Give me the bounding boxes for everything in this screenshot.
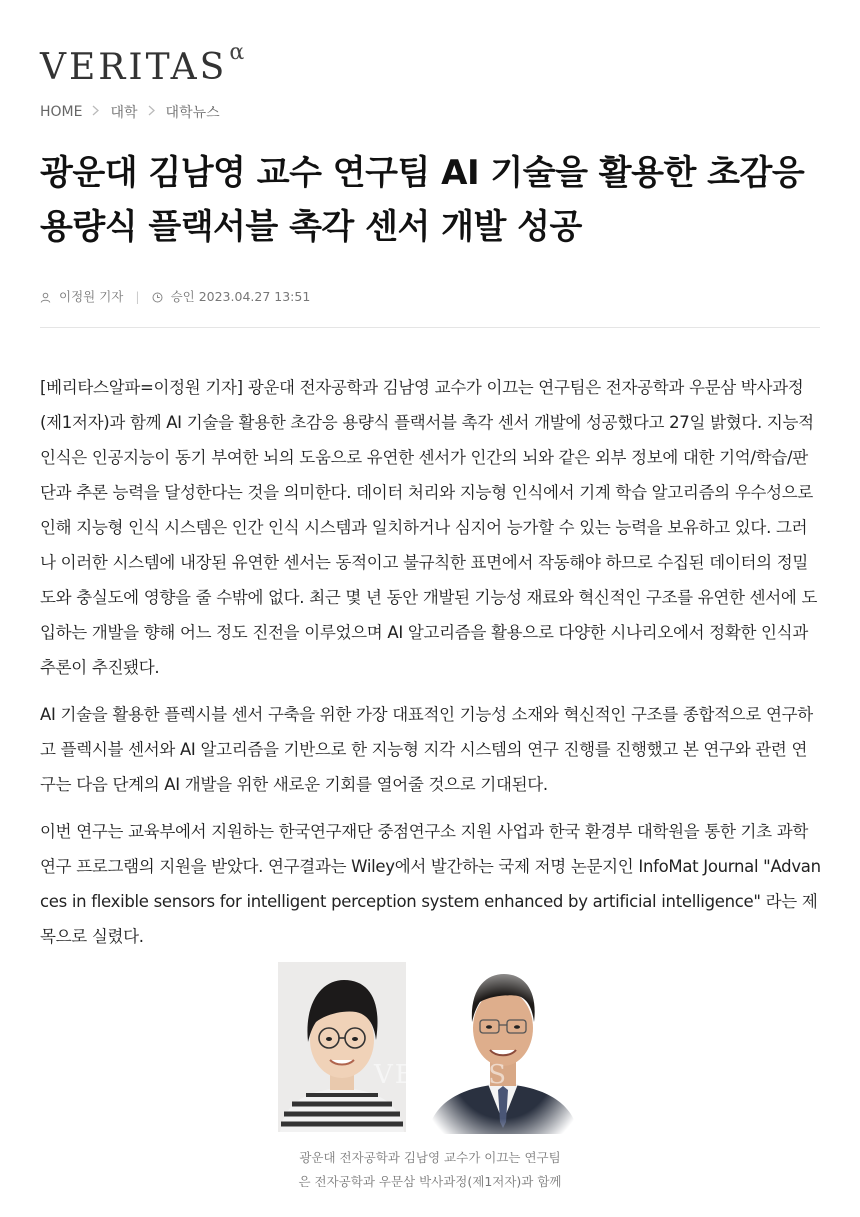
breadcrumb	[40, 102, 220, 122]
article-paragraph-2: AI 기술을 활용한 플렉시블 센서 구축을 위한 가장 대표적인 기능성 소재와 혁신적인 구조를 종합적으로 연구하고 플렉시블 센서와 AI 알고리즘을 기반으로 한 지능형 지각 시스템의 연구 진행를 진행했고 본 연구와 관련 연구는 다음 단계의 AI 개발을 위한 새로운 기회를 열어줄 것으로 기대된다.	[40, 705, 813, 794]
logo-alpha: α	[229, 40, 248, 65]
person-icon	[40, 291, 51, 302]
breadcrumb-category[interactable]: 대학	[110, 105, 138, 121]
photo-researcher-student	[278, 962, 406, 1132]
photo-professor	[428, 962, 578, 1134]
approved-date: 승인 2023.04.27 13:51	[170, 289, 311, 304]
photo-caption	[270, 1146, 590, 1194]
header-divider	[40, 327, 820, 328]
article-paragraph-1: [베리타스알파=이정원 기자] 광운대 전자공학과 김남영 교수가 이끄는 연구팀은 전자공학과 우문삼 박사과정(제1저자)과 함께 AI 기술을 활용한 초감응 용량식 플랙서블 촉각 센서 개발에 성공했다고 27일 밝혔다. 지능적 인식은 인공지능이 동기 부여한 뇌의 도움으로 유연한 센서가 인간의 뇌와 같은 외부 정보에 대한 기억/학습/판단과 추론 능력을 달성한다는 것을 의미한다. 데이터 처리와 지능형 인식에서 기계 학습 알고리즘의 우수성으로 인해 지능형 인식 시스템은 인간 인식 시스템과 일치하거나 심지어 능가할 수 있는 능력을 보유하고 있다. 그러나 이러한 시스템에 내장된 유연한 센서는 동적이고 불규칙한 표면에서 작동해야 하므로 수집된 데이터의 정밀도와 충실도에 영향을 줄 수밖에 없다. 최근 몇 년 동안 개발된 기능성 재료와 혁신적인 구조를 유연한 센서에 도입하는 개발을 향해 어느 정도 진전을 이루었으며 AI 알고리즘을 활용으로 다양한 시나리오에서 정확한 인식과 추론이 추진됐다.	[40, 378, 818, 677]
caption-line-2: 은 전자공학과 우문삼 박사과정(제1저자)과 함께	[298, 1174, 562, 1189]
article-headline: 광운대 김남영 교수 연구팀 AI 기술을 활용한 초감응 용량식 플랙서블 촉각 센서 개발 성공	[40, 153, 805, 247]
article-paragraph-3: 이번 연구는 교육부에서 지원하는 한국연구재단 중점연구소 지원 사업과 한국 환경부 대학원을 통한 기초 과학 연구 프로그램의 지원을 받았다. 연구결과는 Wiley에서 발간하는 국제 저명 논문지인 InfoMat Journal "Advances in flexible sensors for intelligent perception system enhanced by artificial intelligence" 라는 제목으로 실렸다.	[40, 822, 821, 946]
breadcrumb-subcategory[interactable]: 대학뉴스	[165, 105, 220, 121]
caption-line-1: 광운대 전자공학과 김남영 교수가 이끄는 연구팀	[299, 1150, 561, 1165]
site-logo[interactable]	[40, 40, 248, 88]
clock-icon	[152, 291, 163, 302]
meta-divider: |	[135, 288, 140, 304]
author-name[interactable]: 이정원 기자	[59, 289, 124, 304]
article-photo[interactable]	[278, 962, 588, 1134]
chevron-right-icon	[148, 105, 156, 119]
breadcrumb-home[interactable]: HOME	[40, 104, 83, 120]
chevron-right-icon	[92, 105, 100, 119]
logo-text: VERITAS	[40, 47, 228, 88]
article-body	[40, 370, 822, 966]
photo-watermark: VERITAS	[374, 1060, 509, 1090]
article-meta	[40, 287, 310, 305]
